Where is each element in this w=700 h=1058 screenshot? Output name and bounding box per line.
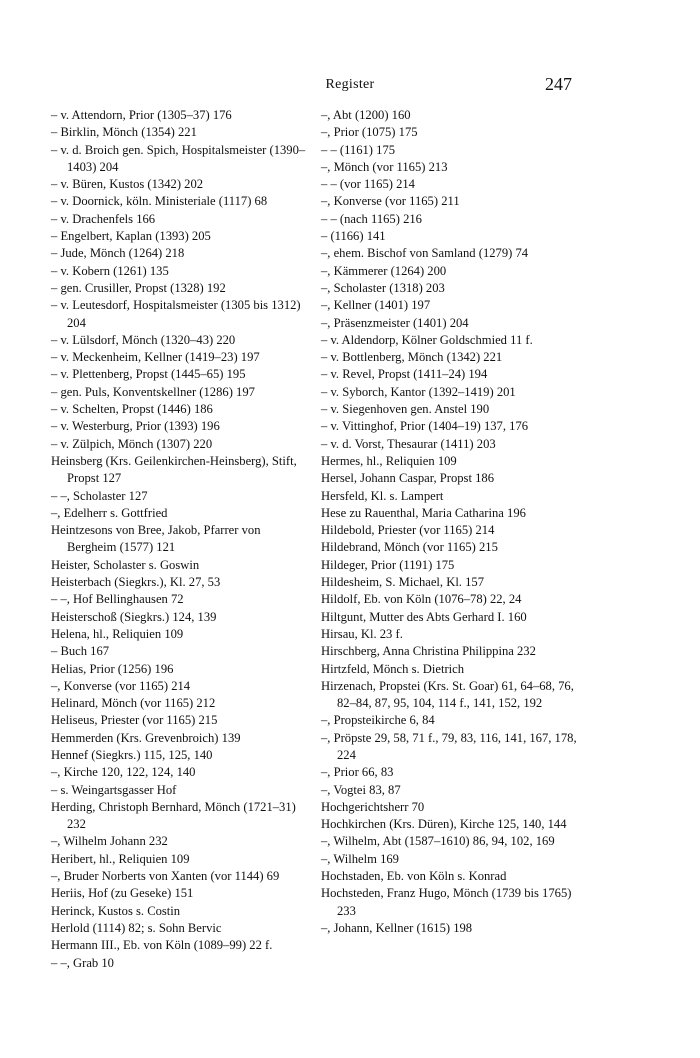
- index-entry: Hennef (Siegkrs.) 115, 125, 140: [51, 747, 213, 762]
- index-entry: –, Abt (1200) 160: [321, 108, 411, 122]
- index-entry: Heintzesons von Bree, Jakob, Pfarrer von Bergheim (1577) 121: [51, 523, 261, 555]
- index-entry: Hochsteden, Franz Hugo, Mönch (1739 bis 1765) 233: [321, 886, 572, 918]
- index-entry: –, Konverse (vor 1165) 214: [51, 678, 191, 693]
- index-entry: – v. Siegenhoven gen. Anstel 190: [321, 402, 490, 417]
- index-entry: – v. Westerburg, Prior (1393) 196: [51, 419, 220, 434]
- index-entry: – – (vor 1165) 214: [321, 177, 415, 192]
- index-entry: – (1166) 141: [321, 229, 386, 244]
- index-entry: – v. d. Broich gen. Spich, Hospitalsmeister (1390–1403) 204: [51, 142, 306, 174]
- index-entry: – Buch 167: [51, 644, 110, 659]
- page-header: [0, 74, 700, 98]
- index-entry: Hermann III., Eb. von Köln (1089–99) 22 f.: [51, 938, 273, 953]
- index-entry: Hildesheim, S. Michael, Kl. 157: [321, 575, 484, 590]
- index-entry: – v. d. Vorst, Thesaurar (1411) 203: [321, 436, 496, 451]
- index-entry: –, Kellner (1401) 197: [321, 298, 431, 313]
- index-entry: – –, Hof Bellinghausen 72: [51, 592, 184, 607]
- index-entry: Hermes, hl., Reliquien 109: [321, 453, 457, 468]
- index-entry: Hemmerden (Krs. Grevenbroich) 139: [51, 730, 241, 745]
- index-entry: – Jude, Mönch (1264) 218: [51, 246, 185, 261]
- index-column-right: [321, 107, 585, 937]
- index-entry: –, Vogtei 83, 87: [321, 782, 401, 797]
- index-column-left: [51, 107, 309, 972]
- index-entry: Hildebrand, Mönch (vor 1165) 215: [321, 540, 498, 555]
- index-entry: – v. Zülpich, Mönch (1307) 220: [51, 436, 213, 451]
- index-entry: Hochkirchen (Krs. Düren), Kirche 125, 140, 144: [321, 817, 567, 832]
- index-entry: Helinard, Mönch (vor 1165) 212: [51, 696, 216, 711]
- index-entry: – v. Doornick, köln. Ministeriale (1117) 68: [51, 194, 268, 209]
- index-entry: Hirsau, Kl. 23 f.: [321, 626, 403, 641]
- index-entry: –, Kämmerer (1264) 200: [321, 263, 447, 278]
- index-entry: – v. Drachenfels 166: [51, 211, 156, 226]
- index-entry: – v. Kobern (1261) 135: [51, 263, 169, 278]
- index-entry: –, Pröpste 29, 58, 71 f., 79, 83, 116, 141, 167, 178, 224: [321, 730, 577, 762]
- index-entry: –, Edelherr s. Gottfried: [51, 505, 168, 520]
- index-entry: Hildebold, Priester (vor 1165) 214: [321, 523, 495, 538]
- index-entry: – Engelbert, Kaplan (1393) 205: [51, 229, 211, 244]
- index-entry: Hochgerichtsherr 70: [321, 799, 425, 814]
- index-entry: Hildolf, Eb. von Köln (1076–78) 22, 24: [321, 592, 522, 607]
- index-entry: Herlold (1114) 82; s. Sohn Bervic: [51, 920, 222, 935]
- index-entry: Hirtzfeld, Mönch s. Dietrich: [321, 661, 465, 676]
- index-entry: Hese zu Rauenthal, Maria Catharina 196: [321, 505, 526, 520]
- index-entry: Hirzenach, Propstei (Krs. St. Goar) 61, 64–68, 76, 82–84, 87, 95, 104, 114 f., 141, 152, 192: [321, 678, 574, 711]
- index-entry: –, Wilhelm 169: [321, 851, 399, 866]
- index-entry: – v. Syborch, Kantor (1392–1419) 201: [321, 384, 516, 399]
- index-entry: Helena, hl., Reliquien 109: [51, 626, 184, 641]
- index-entry: – –, Grab 10: [51, 955, 114, 970]
- index-entry: – Birklin, Mönch (1354) 221: [51, 125, 197, 140]
- index-entry: Hirschberg, Anna Christina Philippina 232: [321, 644, 536, 659]
- index-entry: – v. Leutesdorf, Hospitalsmeister (1305 bis 1312) 204: [51, 298, 301, 330]
- index-entry: –, Wilhelm Johann 232: [51, 834, 168, 849]
- index-entry: –, Prior 66, 83: [321, 765, 394, 780]
- index-entry: – gen. Puls, Konventskellner (1286) 197: [51, 384, 255, 399]
- index-entry: Heisterbach (Siegkrs.), Kl. 27, 53: [51, 575, 221, 590]
- index-entry: – v. Revel, Propst (1411–24) 194: [321, 367, 488, 382]
- index-entry: – – (nach 1165) 216: [321, 211, 422, 226]
- index-entry: – v. Plettenberg, Propst (1445–65) 195: [51, 367, 246, 382]
- index-entry: – v. Aldendorp, Kölner Goldschmied 11 f.: [321, 332, 533, 347]
- index-entry: Hersfeld, Kl. s. Lampert: [321, 488, 444, 503]
- index-entry: Heinsberg (Krs. Geilenkirchen-Heinsberg), Stift, Propst 127: [51, 453, 297, 486]
- index-entry: –, Scholaster (1318) 203: [321, 280, 445, 295]
- index-entry: – v. Schelten, Propst (1446) 186: [51, 402, 213, 417]
- index-entry: Herding, Christoph Bernhard, Mönch (1721–31) 232: [51, 799, 296, 832]
- index-entry: –, Wilhelm, Abt (1587–1610) 86, 94, 102, 169: [321, 834, 555, 849]
- index-entry: – s. Weingartsgasser Hof: [51, 782, 177, 797]
- index-entry: –, Propsteikirche 6, 84: [321, 713, 435, 728]
- index-entry: – – (1161) 175: [321, 142, 396, 157]
- index-entry: Hiltgunt, Mutter des Abts Gerhard I. 160: [321, 609, 527, 624]
- index-entry: –, ehem. Bischof von Samland (1279) 74: [321, 246, 529, 261]
- index-entry: Herinck, Kustos s. Costin: [51, 903, 181, 918]
- running-title: Register: [325, 77, 375, 92]
- index-entry: Heister, Scholaster s. Goswin: [51, 557, 200, 572]
- index-entry: –, Mönch (vor 1165) 213: [321, 159, 448, 174]
- index-entry: –, Präsenzmeister (1401) 204: [321, 315, 469, 330]
- index-entry: –, Kirche 120, 122, 124, 140: [51, 765, 196, 780]
- index-entry: – v. Vittinghof, Prior (1404–19) 137, 176: [321, 419, 529, 434]
- index-entry: Helias, Prior (1256) 196: [51, 661, 174, 676]
- page-number: 247: [545, 74, 572, 94]
- index-entry: –, Johann, Kellner (1615) 198: [321, 920, 473, 935]
- index-entry: – v. Bottlenberg, Mönch (1342) 221: [321, 350, 503, 365]
- index-entry: – –, Scholaster 127: [51, 488, 148, 503]
- index-entry: –, Prior (1075) 175: [321, 125, 418, 140]
- index-entry: Hersel, Johann Caspar, Propst 186: [321, 471, 494, 486]
- index-entry: –, Konverse (vor 1165) 211: [321, 194, 460, 209]
- index-entry: –, Bruder Norberts von Xanten (vor 1144) 69: [51, 869, 280, 884]
- index-entry: Heliseus, Priester (vor 1165) 215: [51, 713, 218, 728]
- index-entry: Heriis, Hof (zu Geseke) 151: [51, 886, 194, 901]
- index-entry: Hildeger, Prior (1191) 175: [321, 557, 455, 572]
- index-entry: – v. Büren, Kustos (1342) 202: [51, 177, 204, 192]
- index-entry: – v. Lülsdorf, Mönch (1320–43) 220: [51, 332, 236, 347]
- index-entry: – gen. Crusiller, Propst (1328) 192: [51, 280, 226, 295]
- index-entry: Hochstaden, Eb. von Köln s. Konrad: [321, 869, 507, 884]
- index-entry: Heisterschoß (Siegkrs.) 124, 139: [51, 609, 217, 624]
- index-entry: – v. Meckenheim, Kellner (1419–23) 197: [51, 350, 260, 365]
- index-entry: – v. Attendorn, Prior (1305–37) 176: [51, 108, 232, 122]
- index-entry: Heribert, hl., Reliquien 109: [51, 851, 190, 866]
